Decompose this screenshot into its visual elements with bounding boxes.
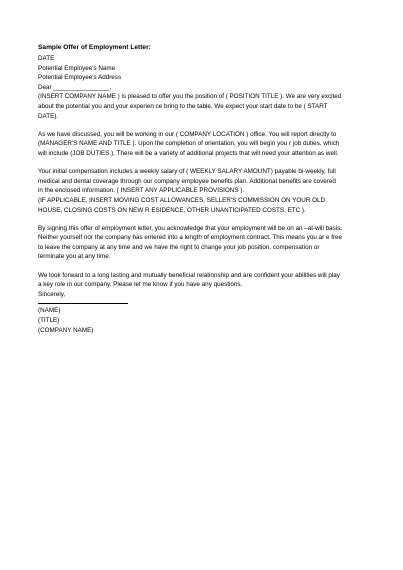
paragraph-line: terminate you at any time. <box>38 253 111 261</box>
paragraph-offer <box>38 92 368 121</box>
paragraph-gap <box>38 262 368 271</box>
paragraph-line: (INSERT COMPANY NAME ) is pleased to offer you the position of ( POSITION TITLE ). We are very excited <box>38 93 342 101</box>
paragraph-compensation <box>38 167 368 215</box>
employee-address-line: Potential Employee's Address <box>38 74 122 82</box>
letter-body <box>38 43 368 335</box>
paragraph-gap <box>38 121 368 130</box>
paragraph-line: will include (JOB DUTIES ). There will be a variety of additional projects that will need your attention as well. <box>38 149 339 157</box>
paragraph-line: medical and dental coverage through our company employee benefits plan. Additional benefits are covered <box>38 177 336 185</box>
signature-line <box>38 303 128 304</box>
paragraph-line: about the potential you and your experien ce bring to the table. We expect your start date to be ( START <box>38 102 328 110</box>
signer-name: (NAME) <box>38 307 61 315</box>
paragraph-gap <box>38 215 368 224</box>
signature-block <box>38 306 368 335</box>
date-line: DATE <box>38 55 55 62</box>
paragraph-gap <box>38 159 368 168</box>
paragraph-location <box>38 130 368 159</box>
salutation-line: Dear ________________, <box>38 83 112 91</box>
paragraph-at-will <box>38 224 368 262</box>
paragraph-line: We look forward to a long lasting and mutually beneficial relationship and are confident your abilities will play <box>38 271 340 279</box>
paragraph-line: in the enclosed information. ( INSERT ANY APPLICABLE PROVISIONS ). <box>38 187 245 195</box>
paragraph-line: As we have discussed, you will be working in our ( COMPANY LOCATION ) office. You will report directly to <box>38 130 337 138</box>
employee-name-line: Potential Employee's Name <box>38 64 116 72</box>
paragraph-line: to leave the company at any time and we have the right to change your job position, compensation or <box>38 243 320 251</box>
paragraph-line: a key role in our company. Please let me know if you have any questions. <box>38 281 243 289</box>
signer-title: (TITLE) <box>38 317 60 325</box>
closing-salutation: Sincerely, <box>38 290 66 298</box>
paragraph-closing <box>38 271 368 300</box>
paragraph-line: Neither yourself nor the company has entered into a length of employment contract. This means you ar e free <box>38 234 343 242</box>
letter-title: Sample Offer of Employment Letter: <box>38 44 151 51</box>
paragraph-line: (MANAGER'S NAME AND TITLE ). Upon the completion of orientation, you will begin you r job duties, which <box>38 140 340 148</box>
paragraph-line: Your initial compensation includes a weekly salary of ( WEEKLY SALARY AMOUNT) payable bi-weekly, full <box>38 168 336 176</box>
signer-company: (COMPANY NAME) <box>38 326 94 334</box>
paragraph-line: DATE). <box>38 112 59 120</box>
paragraph-line: By signing this offer of employment letter, you acknowledge that your employment will be on an –at-will basis. <box>38 224 343 232</box>
letter-header <box>38 54 368 92</box>
paragraph-line: HOUSE, CLOSING COSTS ON NEW R ESIDENCE, OTHER UNANTICIPATED COSTS, ETC ). <box>38 206 306 214</box>
paragraph-line: (IF APPLICABLE, INSERT MOVING COST ALLOWANCES, SELLER'S COMMISSION ON YOUR OLD <box>38 196 326 204</box>
